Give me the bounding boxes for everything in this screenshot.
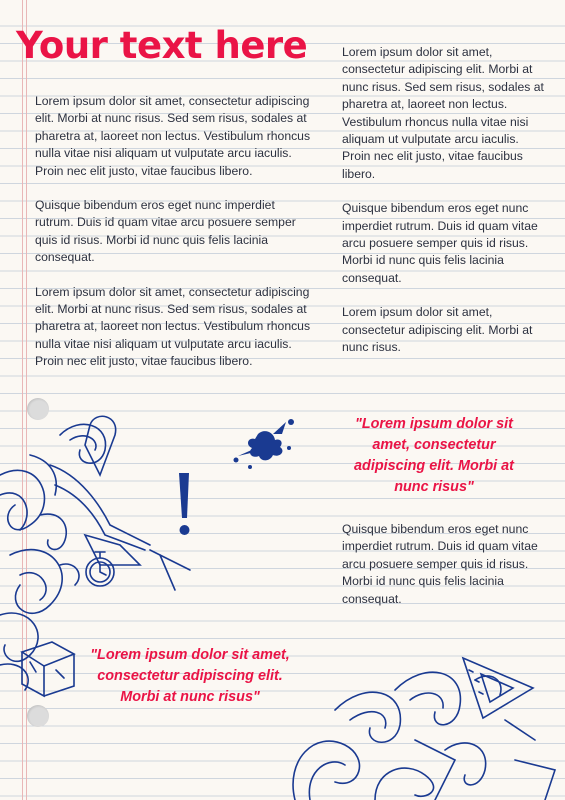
pull-quote: "Lorem ipsum dolor sit amet, consectetur adipiscing elit. Morbi at nunc risus" <box>90 647 290 705</box>
stopwatch-icon <box>80 548 120 590</box>
ink-splat-icon <box>228 414 304 474</box>
page-title: Your text here <box>16 24 308 67</box>
left-text-column <box>35 93 313 388</box>
paragraph: Lorem ipsum dolor sit amet, consectetur adipiscing elit. Morbi at nunc risus. Sed sem risus, sodales at pharetra at, laoreet non lectus. Vestibulum rhoncus nulla vitae nisi aliquam ut vulputate arcu iaculis. Proin nec elit justo, vitae faucibus libero. <box>342 45 544 181</box>
paragraph: Lorem ipsum dolor sit amet, consectetur adipiscing elit. Morbi at nunc risus. Sed sem risus, sodales at pharetra at, laoreet non lectus. Vestibulum rhoncus nulla vitae nisi aliquam ut vulputate arcu iaculis. Proin nec elit justo, vitae faucibus libero. <box>35 94 311 178</box>
paragraph: Lorem ipsum dolor sit amet, consectetur adipiscing elit. Morbi at nunc risus. <box>342 305 533 355</box>
paragraph: Quisque bibendum eros eget nunc imperdiet rutrum. Duis id quam vitae arcu posuere semper quis id risus. Morbi id nunc quis felis lacinia consequat. <box>342 522 538 606</box>
pull-quote: "Lorem ipsum dolor sit amet, consectetur adipiscing elit. Morbi at nunc risus" <box>354 416 514 495</box>
lower-right-text <box>342 521 547 625</box>
right-text-column <box>342 44 547 374</box>
paragraph: Lorem ipsum dolor sit amet, consectetur adipiscing elit. Morbi at nunc risus. Sed sem risus, sodales at pharetra at, laoreet non lectus. Vestibulum rhoncus nulla vitae nisi aliquam ut vulputate arcu iaculis. Proin nec elit justo, vitae faucibus libero. <box>35 284 311 369</box>
paragraph: Quisque bibendum eros eget nunc imperdiet rutrum. Duis id quam vitae arcu posuere semper quis id risus. Morbi id nunc quis felis lacinia consequat. <box>342 201 538 285</box>
triangle-ruler-icon <box>455 650 540 725</box>
paragraph: Quisque bibendum eros eget nunc imperdiet rutrum. Duis id quam vitae arcu posuere semper quis id risus. Morbi id nunc quis felis lacinia consequat. <box>35 198 296 265</box>
cube-icon <box>12 632 82 702</box>
